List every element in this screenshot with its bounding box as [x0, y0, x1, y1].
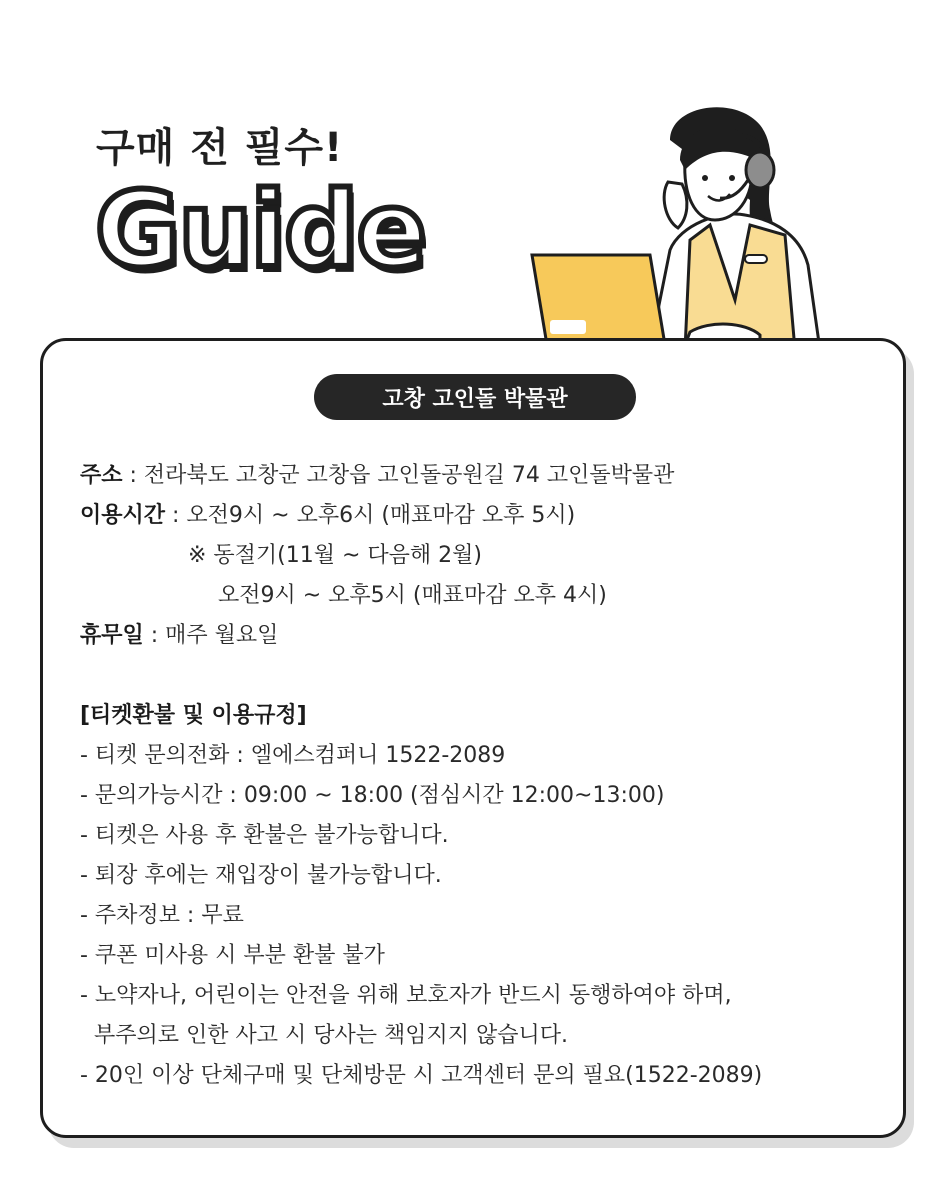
- info-winter-note: ※ 동절기(11월 ~ 다음해 2월): [188, 543, 483, 568]
- rule-item: - 티켓은 사용 후 환불은 불가능합니다.: [80, 823, 449, 848]
- rule-item: - 주차정보 : 무료: [80, 903, 244, 928]
- info-address: [80, 458, 674, 489]
- guide-title: Guide: [95, 169, 426, 291]
- info-hours-value: : 오전9시 ~ 오후6시 (매표마감 오후 5시): [165, 503, 576, 528]
- info-closed-value: : 매주 월요일: [143, 623, 279, 648]
- header-subtitle: 구매 전 필수!: [96, 125, 344, 171]
- info-closed-label: 휴무일: [80, 623, 144, 648]
- info-closed: [80, 618, 278, 649]
- rule-item: - 문의가능시간 : 09:00 ~ 18:00 (점심시간 12:00~13:00): [80, 783, 665, 808]
- info-hours: [80, 498, 575, 529]
- rule-item: - 쿠폰 미사용 시 부분 환불 불가: [80, 943, 385, 968]
- rules-title: [티켓환불 및 이용규정]: [80, 703, 307, 728]
- rule-item: - 20인 이상 단체구매 및 단체방문 시 고객센터 문의 필요(1522-2089): [80, 1063, 763, 1088]
- info-winter-hours: 오전9시 ~ 오후5시 (매표마감 오후 4시): [218, 583, 607, 608]
- info-address-label: 주소: [80, 463, 123, 488]
- rule-item: - 티켓 문의전화 : 엘에스컴퍼니 1522-2089: [80, 743, 506, 768]
- rule-item: - 퇴장 후에는 재입장이 불가능합니다.: [80, 863, 442, 888]
- rule-item: 부주의로 인한 사고 시 당사는 책임지지 않습니다.: [80, 1023, 568, 1048]
- info-address-value: : 전라북도 고창군 고창읍 고인돌공원길 74 고인돌박물관: [122, 463, 675, 488]
- rule-item: - 노약자나, 어린이는 안전을 위해 보호자가 반드시 동행하여야 하며,: [80, 983, 732, 1008]
- call-center-agent-icon: [520, 100, 840, 350]
- info-hours-label: 이용시간: [80, 503, 166, 528]
- museum-badge: 고창 고인돌 박물관: [314, 374, 636, 420]
